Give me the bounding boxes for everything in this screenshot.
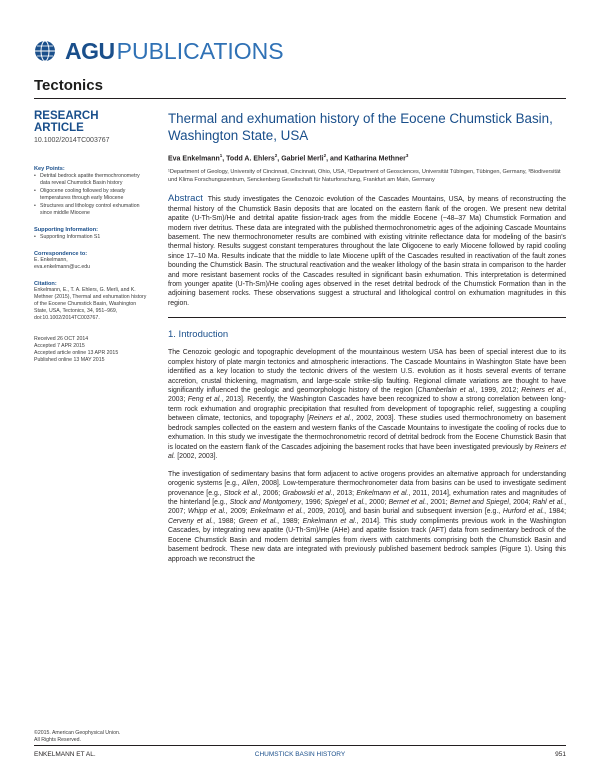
citation-text: Enkelmann, E., T. A. Ehlers, G. Merli, and K. Methner (2015), Thermal and exhumation history of the Eocene Chumstick Basin, Washington State, USA, Tectonics, 34, 951–969, doi:10.1002/2014TC003767. <box>34 287 147 321</box>
journal-name: Tectonics <box>34 77 103 94</box>
text-run: , 2007; <box>168 499 566 516</box>
footer-authors: ENKELMANN ET AL. <box>34 751 96 758</box>
affiliations: ¹Department of Geology, University of Cincinnati, Cincinnati, Ohio, USA, ²Department of Geosciences, Universität Tübingen, Tübingen, Germany, ³Biodiversität und Klima Forschungszentrum, Senckenberg Gesellschaft für Naturforschung, Frankfurt am Main, Germany <box>168 169 561 183</box>
text-run: , 2000; <box>365 499 389 506</box>
author-name: Katharina Methner <box>344 155 406 163</box>
page-footer <box>34 745 566 758</box>
published-date: Published online 13 MAY 2015 <box>34 357 105 363</box>
author-name: Gabriel Merli <box>281 155 324 163</box>
copyright-line: ©2015. American Geophysical Union. <box>34 730 121 736</box>
text-run: , 1999, 2012; <box>475 387 522 395</box>
key-points-heading: Key Points: <box>34 166 65 172</box>
correspondence-email[interactable]: eva.enkelmann@uc.edu <box>34 264 91 270</box>
citation-ref: Enkelmann et al. <box>356 489 409 497</box>
supporting-info-list <box>34 234 149 241</box>
article-dates <box>34 336 149 364</box>
text-run: The Cenozoic geologic and topographic development of the mountainous western USA has been of special interest due to its complex history of plate margin tectonics and atmospheric interactions. The Cascade Mountains in Washington State have been identified as a key location to study the tectonic drivers of the western U.S. evolution as it hosts several events of terrane accretion, crustal thickening, magmatism, and large-scale strike-slip faulting. Regional climate variations are thought to have significantly influenced the geologic and geomorphologic history of the region [ <box>168 349 566 395</box>
author-affil-marker: 2 <box>323 153 327 158</box>
globe-icon <box>34 40 62 62</box>
text-run: , 2004; <box>508 499 533 506</box>
author-list <box>168 153 566 162</box>
citation-ref: Enkelmann et al. <box>250 508 304 516</box>
author-separator: , and <box>326 155 345 163</box>
text-run: The investigation of sedimentary basins that form adjacent to active orogens provides an alternative approach for understanding orogenic systems [e.g., <box>168 470 566 488</box>
citation-ref: Feng et al. <box>187 396 222 404</box>
citation-ref: Reiners et al. <box>309 415 352 423</box>
abstract <box>168 194 566 308</box>
abstract-text: This study investigates the Cenozoic evolution of the Cascades Mountains, USA, by means of reconstructing the thermal history of the Chumstick Basin deposits that are located on the eastern flank of the orogen. We present new detrital apatite (U-Th-Sm)/He and detrital apatite fission-track ages from the middle Eocene (~48–37 Ma) Chumstick Formation and modern river detritus. These data are integrated with the published thermochronometric ages of the adjoining Cascade Mountains basement. The new thermochronometer results are combined with existing vitrinite reflectance data for modeling of the basin's thermal history. Results suggest constant temperatures throughout the late Oligocene to early Miocene followed by rapid cooling since 17–10 Ma. Results indicate that the middle to late Miocene uplift of the Cascades resulted in reactivation of the fault zones bounding the Chumstick Basin. The structural reactivation and the weaker lithology of the basin strata in comparison to the harder and more resistant basement rocks of the Cascades resulted in significant basin exhumation. This interpretation is determined from younger apatite (U-Th-Sm)/He cooling ages observed in the reset detrital bedrock of the Chumstick Formation than in the adjoining basement rocks. These observations suggest a structural and lithological control on exhumation magnitudes in this region. <box>168 196 566 307</box>
accepted-online-date: Accepted article online 13 APR 2015 <box>34 350 119 356</box>
text-run: , 1996; <box>301 499 325 506</box>
citation-ref: Hurford et al. <box>502 508 545 516</box>
text-run: , 2014]. This study compliments previous work in the Washington Cascades, by integrating new apatite (U-Th-Sm)/He (AHe) and apatite fission track (AFT) data from sedimentary bedrock of the Eocene Chumstick Basin and modern detrital samples from rivers with catchments comprising both the Chumstick Basin and basement bedrock. These new data are integrated with previously published basement bedrock samples (Figure 1). Using this approach we reconstruct the <box>168 517 566 563</box>
text-run: , 2006; <box>258 489 283 497</box>
citation-ref: Bernet and Spiegel <box>449 499 509 506</box>
text-run: , 1989; <box>277 517 303 525</box>
sidebar <box>34 110 149 364</box>
copyright-line: All Rights Reserved. <box>34 737 81 743</box>
page-number: 951 <box>555 751 566 758</box>
article-type: RESEARCH ARTICLE <box>34 110 99 134</box>
key-point: • Detrital bedrock apatite thermochronometry data reveal Chumstick Basin history <box>34 173 149 187</box>
header-divider <box>34 98 566 99</box>
text-run: , 1984; <box>544 508 566 516</box>
citation-ref: Stock and Montgomery <box>229 499 302 506</box>
text-run: , 2011, 2014], exhumation rates and magnitudes of the hinterland [e.g., <box>168 489 566 506</box>
citation-ref: Grabowski et al. <box>282 489 333 497</box>
section-divider <box>168 317 566 318</box>
text-run: , 2013]. Recently, the Washington Cascades have been recognized to show a strong correlation between long-term rock exhumation and orographic precipitation that resulted from development of topographic relief, suggesting a coupling between climate, tectonics, and topography [ <box>168 396 566 423</box>
citation-ref: Spiegel et al. <box>324 499 366 506</box>
citation-ref: Bernet et al. <box>388 499 427 506</box>
correspondence-heading: Correspondence to: <box>34 251 88 257</box>
paragraph <box>168 348 566 461</box>
citation-ref: Enkelmann et al. <box>302 517 357 525</box>
logo-publications-text: PUBLICATIONS <box>116 37 284 64</box>
paragraph <box>168 470 566 565</box>
logo-agu-text: AGU <box>65 37 115 64</box>
key-points-list <box>34 173 149 217</box>
citation-ref: Reiners et al. <box>168 443 566 461</box>
copyright-notice <box>34 730 149 744</box>
article-body <box>168 110 566 564</box>
supporting-info-item[interactable]: • Supporting Information S1 <box>34 234 149 241</box>
text-run: , 2001; <box>426 499 450 506</box>
text-run: , 2003; <box>168 387 566 404</box>
text-run: , 2009; <box>225 508 251 516</box>
author-affil-marker: 3 <box>405 153 409 158</box>
text-run: , 2013; <box>332 489 357 497</box>
author-affil-marker: 2 <box>274 153 278 158</box>
correspondence-name: E. Enkelmann, <box>34 257 68 263</box>
agu-publications-logo <box>34 38 284 64</box>
citation-ref: Whipp et al. <box>187 508 226 516</box>
article-title: Thermal and exhumation history of the Eocene Chumstick Basin, Washington State, USA <box>168 111 553 143</box>
citation-ref: Stock et al. <box>223 489 259 497</box>
text-run: , 2002, 2003]. These studies used thermochronometry on basement bedrock samples collected on the eastern and western flanks of the Cascade Mountains to investigate the cooling of rocks due to exhumation. In this study we investigate the thermochronometric record of detrital bedrock from the Eocene Chumstick Basin that is located on the eastern flank of the Cascades adjoining the basement rocks that have been investigated previously by <box>168 415 566 451</box>
citation-ref: Reiners et al. <box>521 387 565 395</box>
abstract-label: Abstract <box>168 193 203 205</box>
text-run: [2002, 2003]. <box>175 453 218 461</box>
citation-ref: Cerveny et al. <box>168 517 214 525</box>
supporting-info-heading: Supporting Information: <box>34 227 99 233</box>
text-run: , 1988; <box>213 517 239 525</box>
author-separator: , <box>277 155 282 163</box>
received-date: Received 26 OCT 2014 <box>34 336 89 342</box>
author-affil-marker: 1 <box>219 153 223 158</box>
citation-ref: Green et al. <box>238 517 278 525</box>
key-point: • Oligocene cooling followed by steady temperatures through early Miocene <box>34 188 149 202</box>
text-run: , 2008]. Low-temperature thermochronometer data from basins can be used to investigate sediment provenance [e.g., <box>168 480 566 497</box>
citation-ref: Rahl et al. <box>532 499 565 506</box>
citation-ref: Allen <box>242 480 258 488</box>
doi[interactable]: 10.1002/2014TC003767 <box>34 137 110 144</box>
footer-running-title: CHUMSTICK BASIN HISTORY <box>254 751 346 758</box>
author-name: Todd A. Ehlers <box>226 155 275 163</box>
citation-ref: Chamberlain et al. <box>417 387 476 395</box>
author-separator: , <box>222 155 227 163</box>
section-heading: 1. Introduction <box>168 329 229 341</box>
key-point: • Structures and lithology control exhumation since middle Miocene <box>34 203 149 217</box>
author-name: Eva Enkelmann <box>168 155 220 163</box>
accepted-date: Accepted 7 APR 2015 <box>34 343 85 349</box>
text-run: , 2009, 2010], and basin burial and subsequent inversion [e.g., <box>303 508 503 516</box>
citation-heading: Citation: <box>34 281 57 287</box>
